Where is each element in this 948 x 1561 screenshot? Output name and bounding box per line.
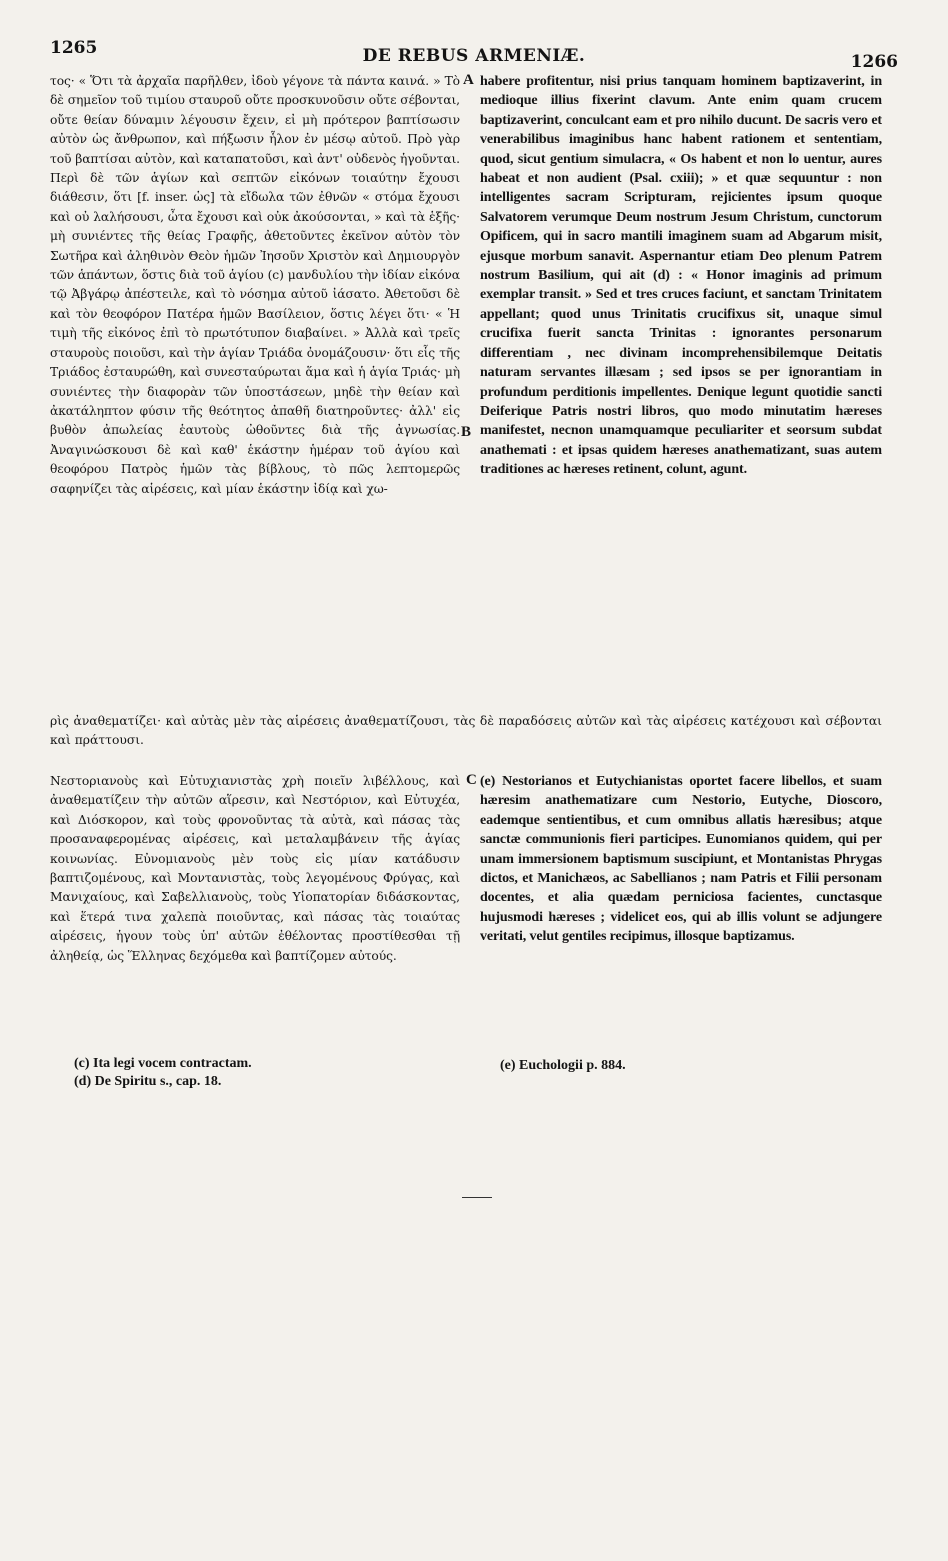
bottom-rule [462, 1197, 492, 1198]
latin-paragraph-lower: (e) Nestorianos et Eutychianistas oportet facere libellos, et suam hæresim anathematizare cum Nestorio, Eutyche, Dioscoro, eademque sentientibus, et cum omnibus allatis hæresibus; atque sanctæ communionis fieri participes. Eunomianos quidem, qui per unam immersionem baptismum suscipiunt, et Montanistas Phrygas dictos, et Manichæos, ac Sabellianos ; nam Patris et Filii personam docentes, et alia quædam perniciosa facientes, cunctasque hujusmodi hæreses ; videlicet eos, qui ab illis volunt se adjungere veritati, velut gentiles recipimus, illosque baptizamus. [480, 774, 882, 945]
footnotes-right [500, 1057, 880, 1075]
greek-paragraph: τος· « Ὅτι τὰ ἀρχαῖα παρῆλθεν, ἰδοὺ γέγονε τὰ πάντα καινά. » Τὸ δὲ σημεῖον τοῦ τιμίου σταυροῦ οὔτε προσκυνοῦσιν οὔτε σέβονται, οὔτε θείαν δύναμιν λέγουσιν ἔχειν, εἰ μὴ πρότερον βαπτίσωσιν αὐτὸν ὡς ἄνθρωπον, καὶ πήξωσιν ἧλον ἐν μέσῳ αὐτοῦ. Πρὸ γὰρ τοῦ βαπτίσαι αὐτὸν, καὶ καταπατοῦσι, καὶ ἀντ' οὐδενὸς ἡγοῦνται. Περὶ δὲ τῶν ἁγίων καὶ σεπτῶν εἰκόνων τοιαύτην ἔχουσι διάθεσιν, ὅτι [f. inser. ὡς] τὰ εἴδωλα τῶν ἐθνῶν « στόμα ἔχουσι καὶ οὐ λαλήσουσι, ὦτα ἔχουσι καὶ οὐκ ἀκούσονται, » καὶ τὰ ἑξῆς· μὴ συνιέντες τῆς θείας Γραφῆς, ἀθετοῦντες ἐκεῖνον αὐτὸν τὸν Σωτῆρα καὶ ἀληθινὸν Θεὸν ἡμῶν Ἰησοῦν Χριστὸν καὶ Δημιουργὸν τῶν ἁπάντων, ὅστις διὰ τοῦ ἁγίου (c) μανδυλίου τὴν ἰδίαν εἰκόνα τῷ Ἀβγάρῳ ἀπέστειλε, καὶ τὸ νόσημα αὐτοῦ ἰάσατο. Ἀθετοῦσι δὲ καὶ τὸν θεοφόρον Πατέρα ἡμῶν Βασίλειον, ὅστις λέγει ὅτι· « Ἡ τιμὴ τῆς εἰκόνος ἐπὶ τὸ πρωτότυπον διαβαίνει. » Ἀλλὰ καὶ τρεῖς σταυροὺς ποιοῦσι, καὶ τὴν ἁγίαν Τριάδα ὀνομάζουσιν· ὅτι εἷς τῆς Τριάδος ἐσταυρώθη, καὶ συνεσταύρωται ἅμα καὶ ἡ ἁγία Τριάς· μὴ συνιέντες τὴν διαφορὰν τῶν ὑποστάσεων, μηδὲ τὴν θείαν καὶ ἀκατάληπτον φύσιν τῆς θεότητος ἀπαθῆ διατηροῦντες· ἀλλ' εἰς βυθὸν ἀπωλείας ἑαυτοὺς ὠθοῦντες διὰ τῆς ἀγνωσίας. Ἀναγινώσκουσι δὲ καὶ καθ' ἑκάστην ἡμέραν τοῦ ἁγίου καὶ θεοφόρου Πατρὸς ἡμῶν τὰς βίβλους, τὸ πῶς λεπτομερῶς σαφηνίζει τὰς αἱρέσεις, καὶ μίαν ἑκάστην ἰδίᾳ καὶ χω- [50, 74, 460, 496]
section-marker-a: A [463, 72, 474, 88]
greek-full-width-lines [50, 712, 882, 751]
greek-spanning-paragraph: ρὶς ἀναθεματίζει· καὶ αὐτὰς μὲν τὰς αἱρέσεις ἀναθεματίζουσι, τὰς δὲ παραδόσεις αὐτῶν καὶ τὰς αἱρέσεις κατέχουσι καὶ σέβονται καὶ πράττουσι. [50, 714, 882, 748]
page-number-left: 1265 [50, 38, 98, 58]
footnote-e: (e) Euchologii p. 884. [500, 1058, 626, 1073]
greek-column-upper [50, 72, 460, 722]
latin-column-lower [480, 772, 882, 1022]
greek-paragraph-lower: Νεστοριανοὺς καὶ Εὐτυχιανιστὰς χρὴ ποιεῖν λιβέλλους, καὶ ἀναθεματίζειν τὴν αὐτῶν αἵρεσιν, καὶ Νεστόριον, καὶ Εὐτυχέα, καὶ Διόσκορον, καὶ τοὺς φρονοῦντας τὰ αὐτὰ, καὶ πάσας τὰς προσαναφερομένας αἱρέσεις, καὶ μεταλαμβάνειν τῆς ἁγίας κοινωνίας. Εὐνομιανοὺς μὲν τοὺς εἰς μίαν κατάδυσιν βαπτιζομένους, καὶ Μοντανιστὰς, τοὺς λεγομένους Φρύγας, καὶ Μανιχαίους, καὶ Σαβελλιανοὺς, τοὺς Υἱοπατορίαν διδάσκοντας, καὶ ἕτερά τινα χαλεπὰ ποιοῦντας, καὶ πάσας τὰς τοιαύτας αἱρέσεις, ἡγουν τοὺς ὑπ' αὐτῶν ἐθέλοντας προστίθεσθαι τῇ ἀληθείᾳ, ὡς Ἕλληνας δεχόμεθα καὶ βαπτίζομεν αὐτούς. [50, 774, 460, 963]
footnote-c: (c) Ita legi vocem contractam. [74, 1056, 252, 1071]
latin-column-upper [480, 72, 882, 722]
footnote-d: (d) De Spiritu s., cap. 18. [74, 1074, 222, 1089]
footnotes-left [74, 1055, 454, 1091]
page-number-right: 1266 [850, 52, 898, 72]
greek-column-lower [50, 772, 460, 1022]
section-marker-b: B [461, 424, 472, 440]
section-marker-c: C [466, 772, 477, 788]
running-title: DE REBUS ARMENIÆ. [362, 46, 586, 66]
latin-paragraph: habere profitentur, nisi prius tanquam hominem baptizaverint, in medioque illius fixerint clavum. Ante enim quam crucem baptizaverint, conculcant eam et pro nihilo ducunt. De sacris vero et venerabilibus imaginibus hanc habent rationem et sententiam, quod, sicut gentium simulacra, « Os habent et non lo uentur, aures habeat et non audient (Psal. cxiii); » et quæ sequuntur : non intelligentes sacram Scripturam, rejicientes ipsum quoque Salvatorem verumque Deum nostrum Jesum Christum, cunctorum Opificem, qui in sacro mantili imaginem suam ad Abgarum misit, ejusque morbum sanavit. Aspernantur etiam Deo plenum Patrem nostrum Basilium, qui ait (d) : « Honor imaginis ad primum exemplar transit. » Sed et tres cruces faciunt, et sanctam Trinitatem appellant; quod unus Trinitatis crucifixus sit, unaque simul crucifixa fuerit sancta Trinitas : ignorantes personarum differentiam , nec divinam incomprehensibilemque Deitatis naturam servantes illæsam ; sed ipsos se per ignorantiam in profundum perditionis impellentes. Denique legunt quotidie sancti Deiferique Patris nostri libros, quo modo minutatim hæreses manifestet, necnon unamquamque peculiariter et seorsum subdat anathemati : et ipsas quidem hæreses anathematizant, suas autem traditiones ac hæreses retinent, colunt, agunt. [480, 74, 882, 478]
